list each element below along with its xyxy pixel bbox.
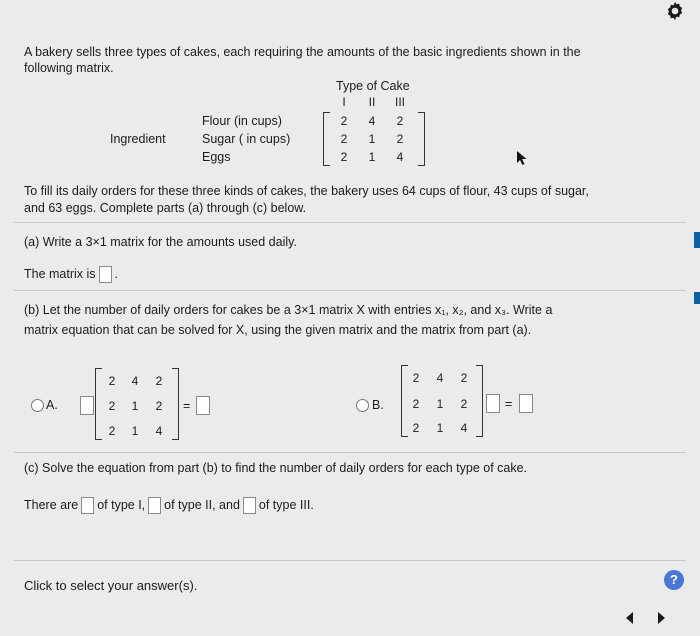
option-a-label: A. (46, 398, 58, 412)
matrix-cell: 1 (368, 132, 376, 146)
of-type-3-label: of type III. (258, 498, 314, 512)
part-a-prompt: (a) Write a 3×1 matrix for the amounts used daily. (24, 235, 297, 249)
part-a-answer-suffix: . (114, 267, 119, 281)
row-label-flour: Flour (in cups) (202, 114, 282, 128)
option-a-result-box[interactable] (196, 396, 210, 415)
matrix-cell: 1 (368, 150, 376, 164)
divider (14, 560, 686, 561)
edge-accent (694, 232, 700, 248)
ingredient-label: Ingredient (110, 132, 166, 146)
arrow-left-icon[interactable] (626, 612, 633, 624)
matrix-cell: 2 (340, 114, 348, 128)
option-a-cell: 2 (108, 399, 116, 413)
option-b-cell: 4 (436, 371, 444, 385)
part-c-prompt: (c) Solve the equation from part (b) to find the number of daily orders for each type of cake. (24, 461, 528, 475)
matrix-cell: 2 (396, 114, 404, 128)
col-header-2: II (368, 95, 376, 109)
part-b-prompt-line1: (b) Let the number of daily orders for cakes be a 3×1 matrix X with entries x₁, x₂, and x₃. Write a (24, 303, 553, 317)
option-a-cell: 2 (108, 424, 116, 438)
arrow-right-icon[interactable] (658, 612, 665, 624)
orders-text-line1: To fill its daily orders for these three kinds of cakes, the bakery uses 64 cups of flour, 43 cups of sugar, (24, 184, 589, 198)
gear-icon[interactable] (664, 0, 686, 22)
there-are-label: There are (24, 498, 79, 512)
part-a-answer-box[interactable] (99, 266, 112, 283)
option-a-cell: 2 (155, 399, 163, 413)
type-3-answer-box[interactable] (243, 497, 256, 514)
edge-accent (694, 292, 700, 304)
option-b-x-box[interactable] (486, 394, 500, 413)
click-to-select-text: Click to select your answer(s). (24, 578, 198, 593)
part-b-prompt-line2: matrix equation that can be solved for X, using the given matrix and the matrix from part (a). (24, 323, 532, 337)
matrix-cell: 2 (340, 132, 348, 146)
option-b-result-box[interactable] (519, 394, 533, 413)
option-a-cell: 2 (155, 374, 163, 388)
type-of-cake-label: Type of Cake (336, 79, 410, 93)
option-a-cell: 1 (131, 399, 139, 413)
option-b-cell: 4 (460, 421, 468, 435)
option-a-left-bracket (95, 368, 102, 440)
option-a-radio[interactable] (31, 399, 44, 412)
option-b-cell: 2 (412, 421, 420, 435)
matrix-left-bracket (323, 112, 330, 166)
option-a-equals: = (183, 399, 191, 413)
intro-text-line1: A bakery sells three types of cakes, each requiring the amounts of the basic ingredients shown in the (24, 45, 581, 59)
option-a-cell: 4 (155, 424, 163, 438)
mouse-cursor-icon (516, 150, 528, 166)
option-b-equals: = (505, 397, 513, 411)
type-2-answer-box[interactable] (148, 497, 161, 514)
orders-text-line2: and 63 eggs. Complete parts (a) through (c) below. (24, 201, 307, 215)
part-a-answer-prefix: The matrix is (24, 267, 96, 281)
matrix-cell: 2 (396, 132, 404, 146)
option-b-left-bracket (401, 365, 408, 437)
matrix-cell: 4 (396, 150, 404, 164)
option-a-cell: 4 (131, 374, 139, 388)
option-a-x-box[interactable] (80, 396, 94, 415)
option-b-cell: 1 (436, 397, 444, 411)
of-type-1-label: of type I, (97, 498, 146, 512)
option-b-cell: 2 (412, 371, 420, 385)
option-b-right-bracket (476, 365, 483, 437)
divider (14, 290, 686, 291)
type-1-answer-box[interactable] (81, 497, 94, 514)
part-c-answer-line (24, 497, 314, 514)
divider (14, 222, 686, 223)
matrix-cell: 4 (368, 114, 376, 128)
divider (14, 452, 686, 453)
of-type-2-label: of type II, and (164, 498, 240, 512)
col-header-1: I (342, 95, 346, 109)
option-b-cell: 2 (460, 397, 468, 411)
option-a-cell: 1 (131, 424, 139, 438)
option-b-cell: 2 (412, 397, 420, 411)
help-icon[interactable]: ? (664, 570, 684, 590)
part-a-answer-line (24, 266, 118, 283)
row-label-sugar: Sugar ( in cups) (202, 132, 291, 146)
intro-text-line2: following matrix. (24, 61, 114, 75)
matrix-right-bracket (418, 112, 425, 166)
option-b-cell: 1 (436, 421, 444, 435)
option-b-radio[interactable] (356, 399, 369, 412)
row-label-eggs: Eggs (202, 150, 231, 164)
option-b-cell: 2 (460, 371, 468, 385)
option-b-label: B. (372, 398, 384, 412)
matrix-cell: 2 (340, 150, 348, 164)
option-a-cell: 2 (108, 374, 116, 388)
col-header-3: III (394, 95, 405, 109)
option-a-right-bracket (172, 368, 179, 440)
